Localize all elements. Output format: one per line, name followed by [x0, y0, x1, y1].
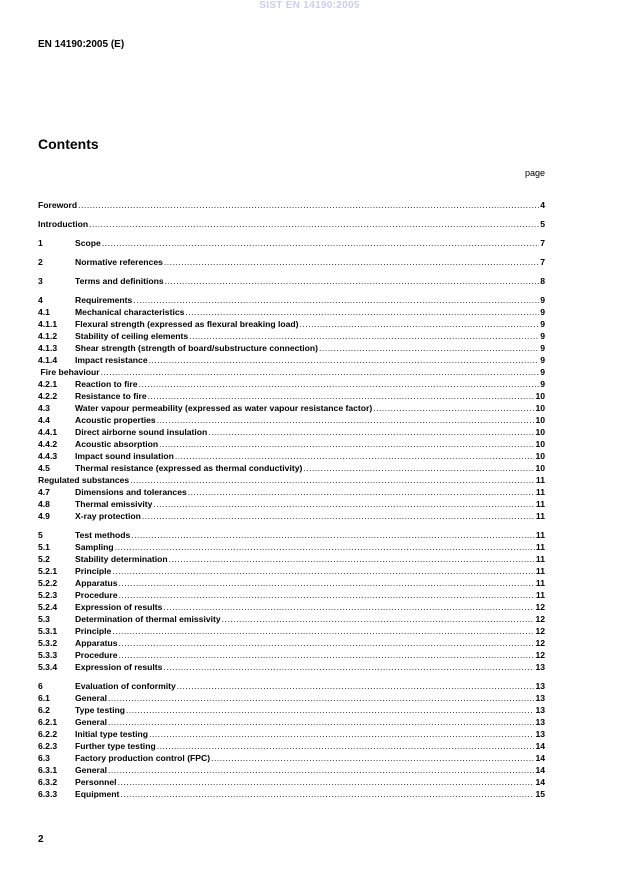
toc-dot-leader — [208, 426, 534, 438]
toc-entry-number: 6.3 — [38, 753, 50, 763]
toc-dot-leader — [119, 577, 535, 589]
toc-entry-number: 4.1.4 — [38, 355, 58, 365]
toc-entry-title: Flexural strength (expressed as flexural breaking load) — [75, 319, 299, 329]
table-of-contents — [38, 199, 545, 800]
toc-entry-page: 11 — [535, 578, 545, 588]
toc-entry-page: 13 — [535, 693, 545, 703]
toc-entry-page: 8 — [540, 276, 545, 286]
toc-entry[interactable] — [38, 330, 545, 342]
toc-dot-leader — [177, 680, 535, 692]
toc-entry-page: 12 — [535, 602, 545, 612]
toc-dot-leader — [163, 661, 534, 673]
toc-entry-title: Apparatus — [75, 638, 118, 648]
page-column-label: page — [524, 168, 545, 178]
toc-entry-title: Expression of results — [75, 602, 163, 612]
toc-entry[interactable] — [38, 414, 545, 426]
toc-entry-title: Resistance to fire — [75, 391, 147, 401]
toc-dot-leader — [303, 462, 534, 474]
toc-entry[interactable] — [38, 728, 545, 740]
toc-entry-number: 6.2.3 — [38, 741, 58, 751]
toc-entry[interactable] — [38, 342, 545, 354]
toc-dot-leader — [163, 601, 534, 613]
toc-dot-leader — [119, 649, 535, 661]
toc-dot-leader — [108, 716, 534, 728]
toc-entry-title: Determination of thermal emissivity — [75, 614, 221, 624]
toc-dot-leader — [149, 354, 540, 366]
toc-entry-number: 5.3.1 — [38, 626, 58, 636]
toc-entry[interactable] — [38, 306, 545, 318]
toc-entry-number: 4.2.1 — [38, 379, 58, 389]
toc-dot-leader — [211, 752, 534, 764]
toc-entry-number: 5.2.1 — [38, 566, 58, 576]
toc-entry-title: Further type testing — [75, 741, 156, 751]
toc-entry-page: 11 — [535, 487, 545, 497]
toc-dot-leader — [153, 498, 535, 510]
toc-dot-leader — [189, 330, 539, 342]
toc-entry[interactable] — [38, 625, 545, 637]
toc-entry[interactable] — [38, 776, 545, 788]
toc-entry-title: Apparatus — [75, 578, 118, 588]
toc-entry[interactable] — [38, 510, 545, 522]
toc-entry-title: Impact sound insulation — [75, 451, 174, 461]
toc-entry-title: Water vapour permeability (expressed as water vapour resistance factor) — [75, 403, 373, 413]
toc-dot-leader — [130, 474, 535, 486]
toc-entry-number: 5.3.2 — [38, 638, 58, 648]
toc-entry-title: Direct airborne sound insulation — [75, 427, 208, 437]
toc-entry[interactable] — [38, 704, 545, 716]
toc-entry-number: 4.4.2 — [38, 439, 58, 449]
toc-entry-title: Dimensions and tolerances — [75, 487, 187, 497]
toc-entry-page: 4 — [540, 200, 545, 210]
toc-entry-title: Personnel — [75, 777, 117, 787]
toc-entry-title: Stability determination — [75, 554, 168, 564]
toc-entry-title: Procedure — [75, 650, 118, 660]
toc-entry[interactable] — [38, 649, 545, 661]
toc-entry-number: 5.1 — [38, 542, 50, 552]
toc-entry-page: 12 — [535, 626, 545, 636]
toc-dot-leader — [78, 199, 539, 211]
toc-entry-page: 7 — [540, 238, 545, 248]
toc-entry-title: Sampling — [75, 542, 114, 552]
toc-entry[interactable] — [38, 474, 545, 486]
toc-entry[interactable] — [38, 613, 545, 625]
toc-entry-number: 4.2.2 — [38, 391, 58, 401]
toc-entry-number: 5.3.3 — [38, 650, 58, 660]
toc-entry-number: 6.2 — [38, 705, 50, 715]
toc-entry-title: Initial type testing — [75, 729, 149, 739]
toc-entry[interactable] — [38, 692, 545, 704]
toc-entry-page: 13 — [535, 681, 545, 691]
toc-dot-leader — [319, 342, 539, 354]
toc-entry[interactable] — [38, 218, 545, 230]
toc-entry-number: 4.1.1 — [38, 319, 58, 329]
toc-dot-leader — [169, 553, 535, 565]
toc-entry-page: 10 — [535, 391, 545, 401]
toc-entry-page: 9 — [540, 319, 545, 329]
toc-entry[interactable] — [38, 498, 545, 510]
toc-dot-leader — [148, 390, 535, 402]
toc-entry-page: 13 — [535, 729, 545, 739]
toc-dot-leader — [165, 275, 540, 287]
toc-entry[interactable] — [38, 402, 545, 414]
toc-entry-number: 5.2.2 — [38, 578, 58, 588]
toc-dot-leader — [102, 237, 539, 249]
toc-entry-number: 6.3.2 — [38, 777, 58, 787]
toc-entry-title: Foreword — [38, 200, 78, 210]
toc-entry[interactable] — [38, 354, 545, 366]
toc-entry[interactable] — [38, 637, 545, 649]
toc-entry-page: 7 — [540, 257, 545, 267]
toc-entry-title: Acoustic absorption — [75, 439, 159, 449]
toc-entry-page: 5 — [540, 219, 545, 229]
toc-entry-number: 4.3 — [38, 403, 50, 413]
toc-entry[interactable] — [38, 553, 545, 565]
document-id: EN 14190:2005 (E) — [38, 39, 125, 50]
toc-dot-leader — [108, 764, 534, 776]
toc-dot-leader — [112, 625, 534, 637]
toc-entry-page: 12 — [535, 614, 545, 624]
toc-dot-leader — [188, 486, 535, 498]
toc-dot-leader — [373, 402, 534, 414]
toc-entry-page: 10 — [535, 463, 545, 473]
toc-dot-leader — [112, 565, 535, 577]
toc-entry-title: Scope — [75, 238, 101, 248]
toc-dot-leader — [175, 450, 535, 462]
toc-entry-title: Introduction — [38, 219, 89, 229]
toc-entry-number: 5 — [38, 530, 43, 540]
toc-entry[interactable] — [38, 529, 545, 541]
toc-entry[interactable] — [38, 450, 545, 462]
toc-entry-title: Shear strength (strength of board/substructure connection) — [75, 343, 319, 353]
toc-dot-leader — [108, 692, 534, 704]
toc-entry[interactable] — [38, 390, 545, 402]
toc-entry-page: 9 — [540, 379, 545, 389]
toc-entry[interactable] — [38, 366, 545, 378]
toc-entry-page: 9 — [540, 367, 545, 377]
toc-entry-number: 4.4.1 — [38, 427, 58, 437]
toc-entry-page: 11 — [535, 542, 545, 552]
toc-dot-leader — [115, 541, 535, 553]
toc-entry-page: 15 — [535, 789, 545, 799]
toc-entry-title: Normative references — [75, 257, 163, 267]
toc-entry[interactable] — [38, 256, 545, 268]
toc-entry-title: General — [75, 717, 108, 727]
toc-entry[interactable] — [38, 541, 545, 553]
toc-entry[interactable] — [38, 764, 545, 776]
toc-dot-leader — [142, 510, 535, 522]
page-title: Contents — [38, 136, 99, 152]
toc-entry-page: 11 — [535, 530, 545, 540]
toc-entry[interactable] — [38, 680, 545, 692]
toc-dot-leader — [222, 613, 535, 625]
toc-entry-number: 2 — [38, 257, 43, 267]
toc-entry[interactable] — [38, 275, 545, 287]
toc-entry-number: 5.2.4 — [38, 602, 58, 612]
page-number: 2 — [38, 834, 44, 845]
toc-entry-page: 9 — [540, 355, 545, 365]
toc-entry-page: 9 — [540, 295, 545, 305]
toc-entry-number: 6.2.2 — [38, 729, 58, 739]
toc-entry-title: X-ray protection — [75, 511, 141, 521]
toc-entry-title: Expression of results — [75, 662, 163, 672]
toc-entry-page: 9 — [540, 307, 545, 317]
toc-dot-leader — [133, 294, 539, 306]
toc-entry-title: General — [75, 693, 108, 703]
toc-entry-title: Test methods — [75, 530, 131, 540]
toc-entry-number: 6.3.3 — [38, 789, 58, 799]
toc-entry[interactable] — [38, 716, 545, 728]
toc-entry-number: 4.9 — [38, 511, 50, 521]
toc-entry-page: 14 — [535, 753, 545, 763]
toc-dot-leader — [101, 366, 540, 378]
toc-dot-leader — [139, 378, 540, 390]
toc-entry[interactable] — [38, 752, 545, 764]
toc-entry-title: Impact resistance — [75, 355, 148, 365]
toc-entry-number: 5.3 — [38, 614, 50, 624]
toc-entry-title: Equipment — [75, 789, 120, 799]
toc-entry[interactable] — [38, 237, 545, 249]
toc-dot-leader — [164, 256, 539, 268]
toc-dot-leader — [119, 637, 535, 649]
toc-dot-leader — [120, 788, 534, 800]
toc-entry-page: 9 — [540, 343, 545, 353]
toc-entry[interactable] — [38, 318, 545, 330]
toc-entry-title: Terms and definitions — [75, 276, 164, 286]
toc-entry-title: Stability of ceiling elements — [75, 331, 189, 341]
toc-entry-number: 4.4 — [38, 415, 50, 425]
toc-entry-page: 11 — [535, 475, 545, 485]
toc-entry-page: 13 — [535, 717, 545, 727]
toc-entry-title: Procedure — [75, 590, 118, 600]
toc-entry-page: 14 — [535, 741, 545, 751]
toc-dot-leader — [159, 438, 534, 450]
toc-entry[interactable] — [38, 589, 545, 601]
toc-entry-title: Fire behaviour — [38, 367, 100, 377]
toc-dot-leader — [185, 306, 539, 318]
toc-entry-page: 10 — [535, 427, 545, 437]
toc-entry-number: 4.8 — [38, 499, 50, 509]
toc-entry-number: 3 — [38, 276, 43, 286]
toc-entry-page: 10 — [535, 415, 545, 425]
toc-entry-title: Principle — [75, 626, 112, 636]
toc-entry[interactable] — [38, 601, 545, 613]
toc-entry[interactable] — [38, 426, 545, 438]
toc-entry-title: Reaction to fire — [75, 379, 138, 389]
toc-dot-leader — [119, 589, 535, 601]
toc-entry-page: 11 — [535, 554, 545, 564]
toc-entry[interactable] — [38, 486, 545, 498]
toc-entry-title: Evaluation of conformity — [75, 681, 176, 691]
toc-entry-number: 4.5 — [38, 463, 50, 473]
toc-dot-leader — [131, 529, 535, 541]
toc-entry[interactable] — [38, 438, 545, 450]
toc-entry-number: 6.2.1 — [38, 717, 58, 727]
toc-entry-page: 10 — [535, 451, 545, 461]
toc-entry-page: 9 — [540, 331, 545, 341]
toc-entry-number: 5.2.3 — [38, 590, 58, 600]
toc-entry[interactable] — [38, 199, 545, 211]
toc-entry-title: Regulated substances — [38, 475, 130, 485]
toc-entry-page: 14 — [535, 777, 545, 787]
toc-entry[interactable] — [38, 577, 545, 589]
toc-dot-leader — [157, 740, 535, 752]
toc-entry[interactable] — [38, 462, 545, 474]
toc-entry-title: Type testing — [75, 705, 125, 715]
toc-dot-leader — [118, 776, 535, 788]
toc-entry-number: 4.7 — [38, 487, 50, 497]
toc-entry-number: 4.1 — [38, 307, 50, 317]
toc-entry-page: 11 — [535, 499, 545, 509]
toc-entry-number: 1 — [38, 238, 43, 248]
toc-entry-page: 10 — [535, 403, 545, 413]
toc-entry-page: 13 — [535, 705, 545, 715]
toc-entry-page: 13 — [535, 662, 545, 672]
toc-entry[interactable] — [38, 565, 545, 577]
toc-entry-number: 5.3.4 — [38, 662, 58, 672]
toc-entry[interactable] — [38, 661, 545, 673]
toc-entry[interactable] — [38, 294, 545, 306]
toc-entry-title: Mechanical characteristics — [75, 307, 185, 317]
toc-entry-title: Acoustic properties — [75, 415, 156, 425]
toc-entry-page: 12 — [535, 650, 545, 660]
toc-entry-page: 11 — [535, 590, 545, 600]
toc-entry[interactable] — [38, 740, 545, 752]
toc-entry-number: 4.4.3 — [38, 451, 58, 461]
toc-dot-leader — [149, 728, 534, 740]
toc-entry-number: 6.3.1 — [38, 765, 58, 775]
toc-entry-page: 14 — [535, 765, 545, 775]
watermark: SIST EN 14190:2005 — [259, 0, 360, 11]
toc-entry-number: 4 — [38, 295, 43, 305]
toc-entry-title: Requirements — [75, 295, 133, 305]
toc-dot-leader — [126, 704, 534, 716]
toc-entry-number: 5.2 — [38, 554, 50, 564]
toc-entry-title: General — [75, 765, 108, 775]
toc-entry[interactable] — [38, 788, 545, 800]
toc-dot-leader — [157, 414, 535, 426]
toc-entry-title: Thermal emissivity — [75, 499, 153, 509]
toc-entry-page: 11 — [535, 566, 545, 576]
toc-entry-page: 12 — [535, 638, 545, 648]
toc-entry-title: Factory production control (FPC) — [75, 753, 211, 763]
toc-entry-page: 11 — [535, 511, 545, 521]
toc-entry-number: 4.1.3 — [38, 343, 58, 353]
toc-entry-title: Principle — [75, 566, 112, 576]
toc-dot-leader — [89, 218, 539, 230]
toc-entry[interactable] — [38, 378, 545, 390]
toc-dot-leader — [300, 318, 540, 330]
toc-entry-number: 6.1 — [38, 693, 50, 703]
toc-entry-title: Thermal resistance (expressed as thermal conductivity) — [75, 463, 303, 473]
toc-entry-page: 10 — [535, 439, 545, 449]
toc-entry-number: 6 — [38, 681, 43, 691]
toc-entry-number: 4.1.2 — [38, 331, 58, 341]
